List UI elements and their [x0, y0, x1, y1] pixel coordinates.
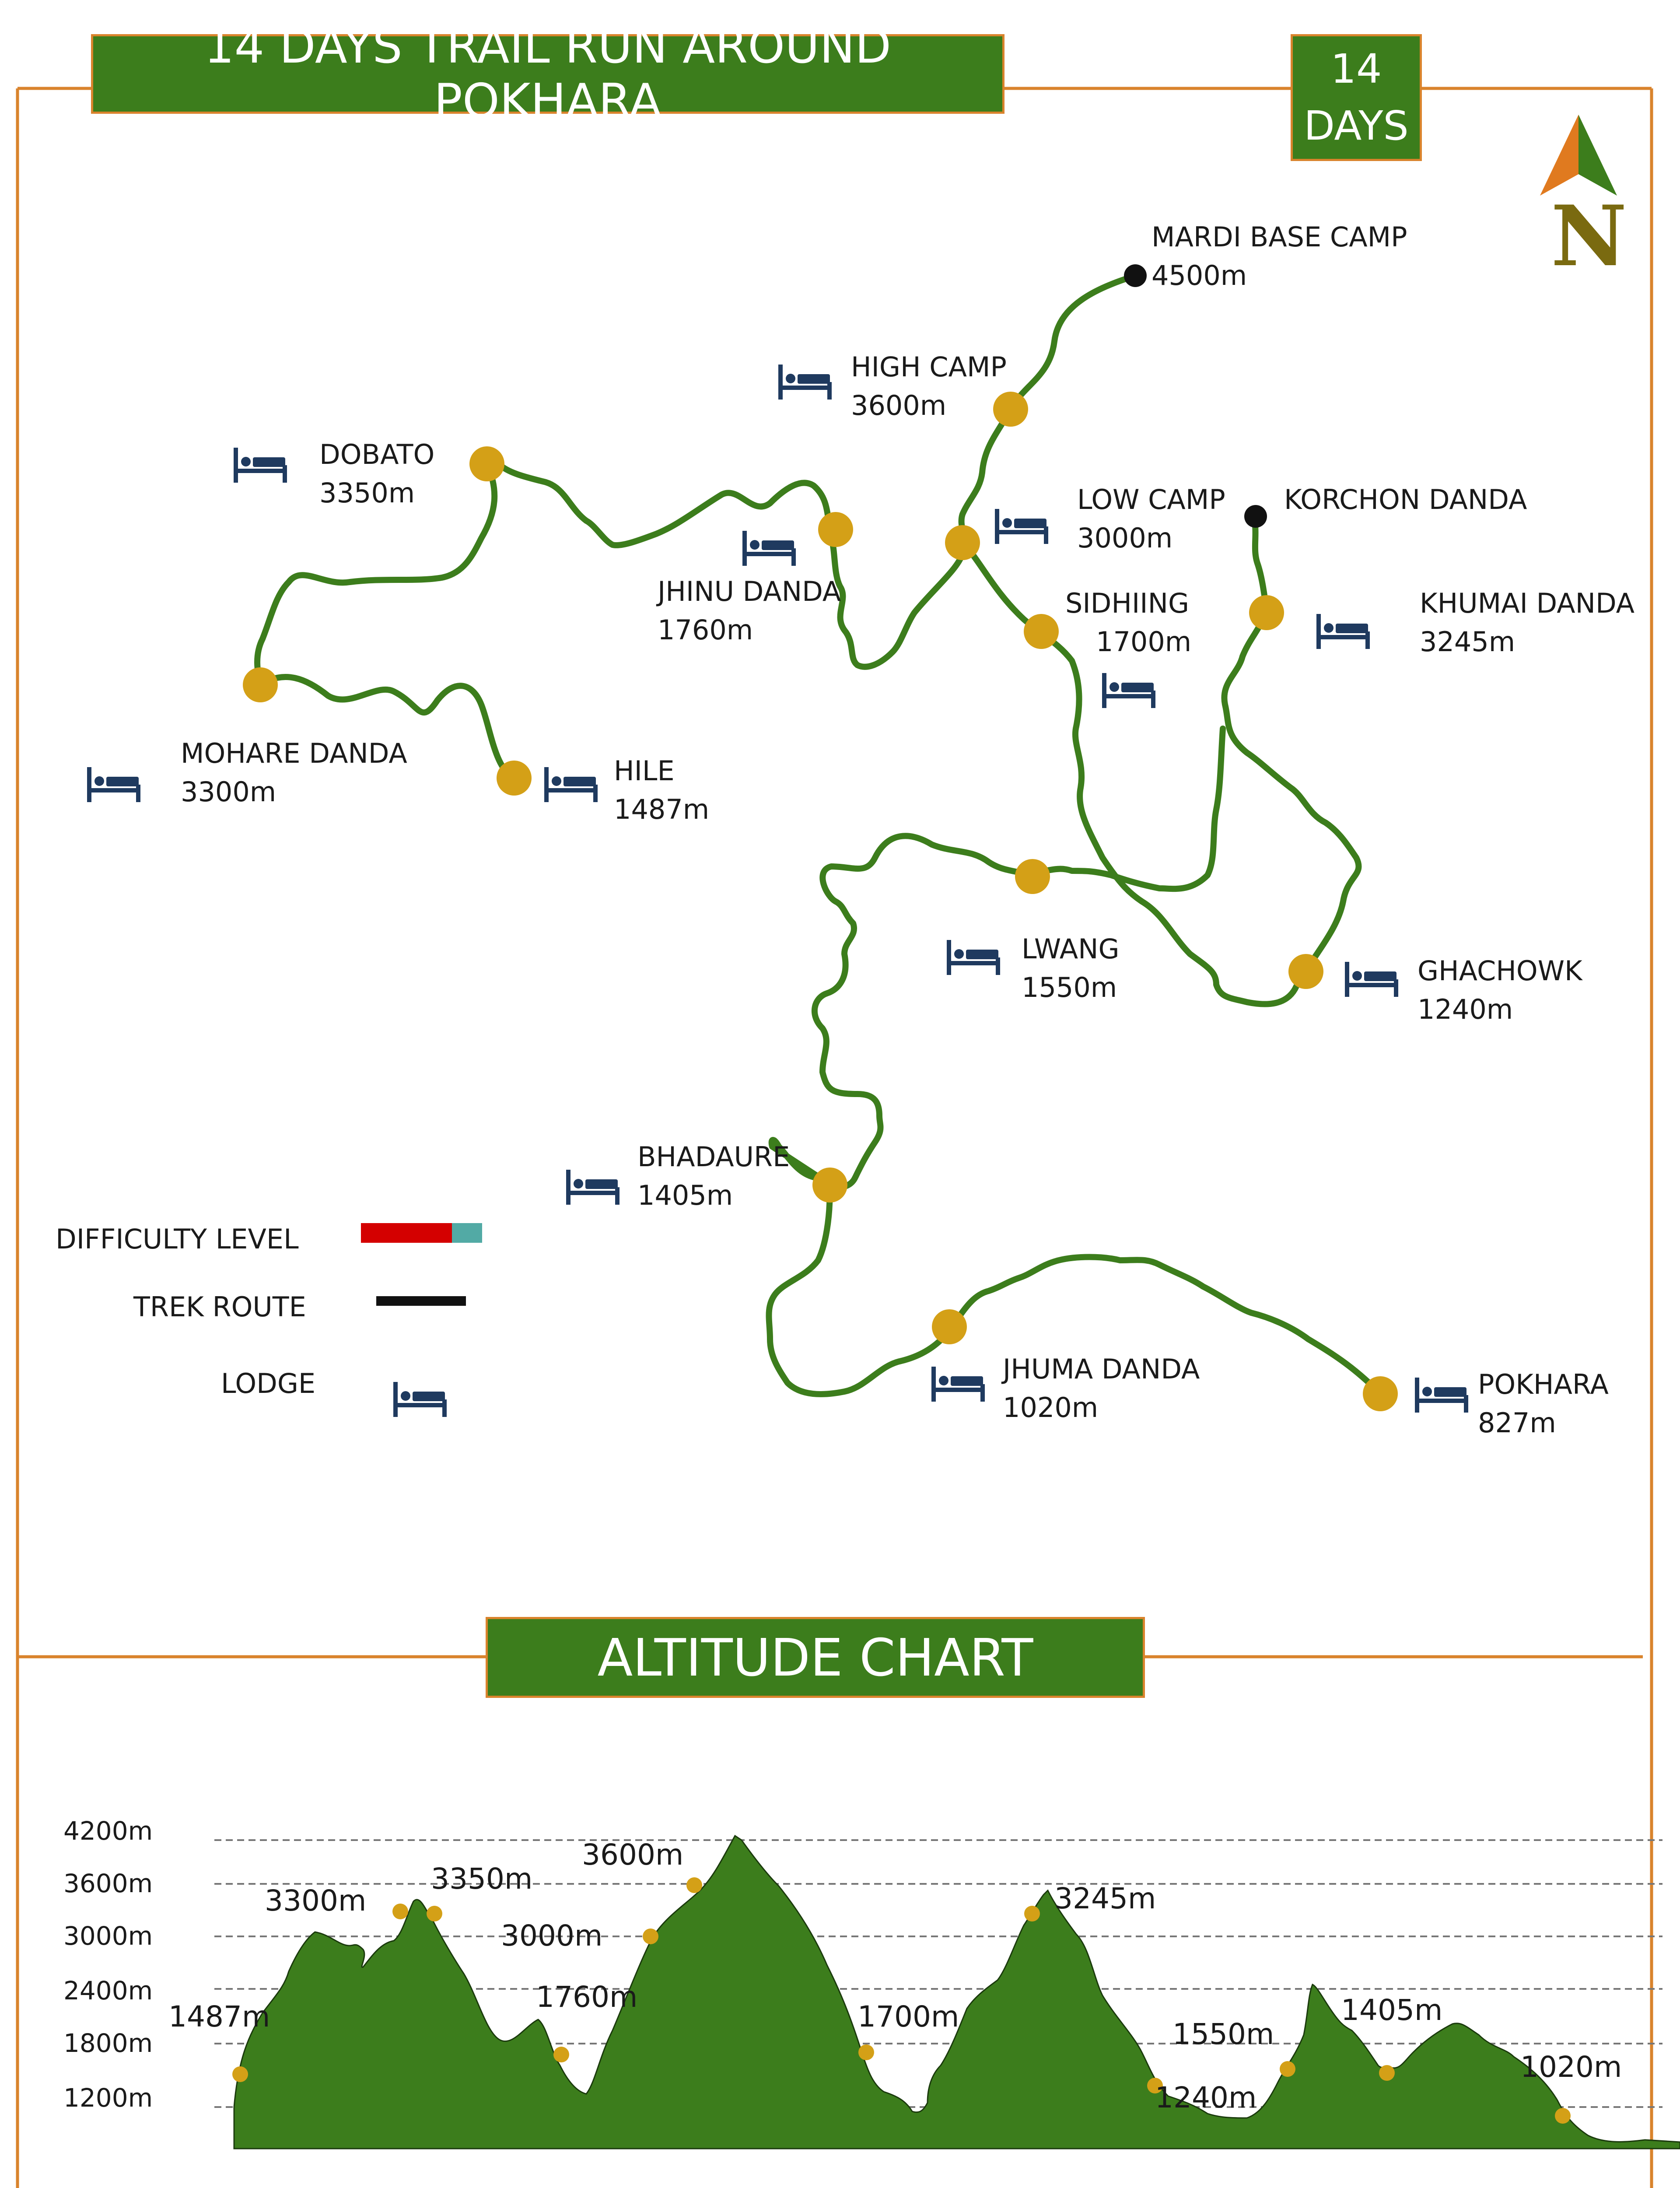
location-label: JHINU DANDA 1760m [658, 575, 841, 646]
trek-route-legend-line [376, 1296, 466, 1306]
bed-icon [930, 1363, 987, 1403]
bed-icon [1413, 1374, 1470, 1413]
altitude-label: 3350m [431, 1862, 533, 1896]
altitude-label: 1020m [1520, 2050, 1622, 2084]
bed-icon [232, 444, 289, 484]
difficulty-bar-teal [452, 1223, 482, 1243]
altitude-label: 1487m [168, 2000, 270, 2034]
bed-icon [1100, 670, 1157, 709]
location-label: HIGH CAMP 3600m [851, 351, 1007, 421]
y-tick-label: 4200m [63, 1816, 153, 1846]
jhuma-danda-marker [932, 1309, 967, 1344]
location-label: POKHARA 827m [1478, 1368, 1609, 1439]
location-label: JHUMA DANDA 1020m [1003, 1353, 1200, 1424]
altitude-label: 1240m [1155, 2081, 1257, 2114]
mardi-base-camp-marker [1124, 264, 1147, 287]
altitude-label: 1405m [1341, 1993, 1443, 2027]
days-badge [1291, 34, 1422, 161]
north-arrow-icon [1540, 115, 1617, 196]
altitude-label: 3300m [265, 1884, 367, 1918]
jhinu-danda-marker [818, 512, 853, 547]
y-tick-label: 2400m [63, 1976, 153, 2006]
bed-icon [392, 1378, 448, 1418]
lwang-marker [1015, 859, 1050, 894]
location-label: DOBATO 3350m [319, 438, 435, 509]
y-tick-label: 3600m [63, 1869, 153, 1898]
altitude-label: 1760m [536, 1980, 638, 2014]
location-label: HILE 1487m [614, 755, 710, 825]
location-label: LOW CAMP 3000m [1077, 484, 1225, 554]
sidhiing-marker [1024, 614, 1059, 649]
days-number: 14 [1330, 46, 1382, 92]
bed-icon [777, 361, 833, 400]
bed-icon [945, 936, 1002, 976]
altitude-chart-title: ALTITUDE CHART [486, 1617, 1145, 1698]
legend-trek-route-label: TREK ROUTE [133, 1291, 306, 1323]
compass-north-letter: N [1551, 187, 1627, 285]
location-label: MOHARE DANDA 3300m [181, 737, 407, 808]
ghachowk-marker [1288, 954, 1323, 989]
altitude-label: 3245m [1054, 1882, 1156, 1915]
altitude-label: 1700m [858, 2000, 959, 2034]
bed-icon [741, 527, 798, 567]
legend-lodge-label: LODGE [221, 1368, 316, 1399]
bhadaure-marker [812, 1168, 847, 1203]
page-title: 14 DAYS TRAIL RUN AROUND POKHARA [91, 34, 1004, 114]
pokhara-marker [1363, 1376, 1398, 1411]
location-label: GHACHOWK 1240m [1418, 955, 1582, 1025]
y-tick-label: 3000m [63, 1921, 153, 1951]
korchon-danda-marker [1244, 505, 1267, 528]
location-label: KHUMAI DANDA 3245m [1420, 587, 1635, 658]
difficulty-bar-red [361, 1223, 452, 1243]
khumai-danda-marker [1249, 595, 1284, 630]
location-label: KORCHON DANDA [1284, 484, 1527, 515]
bed-icon [85, 764, 142, 803]
legend-difficulty-label: DIFFICULTY LEVEL [56, 1223, 299, 1255]
y-tick-label: 1800m [63, 2028, 153, 2058]
y-tick-label: 1200m [63, 2083, 153, 2113]
low-camp-marker [945, 525, 980, 560]
dobato-marker [469, 446, 504, 481]
location-label: LWANG 1550m [1022, 933, 1120, 1003]
bed-icon [564, 1166, 621, 1206]
altitude-label: 3000m [501, 1919, 603, 1953]
location-label: BHADAURE 1405m [637, 1141, 790, 1211]
days-label: DAYS [1304, 102, 1409, 149]
location-label: SIDHIING 1700m [1065, 587, 1192, 658]
bed-icon [542, 764, 599, 803]
location-label: MARDI BASE CAMP 4500m [1152, 221, 1407, 291]
bed-icon [993, 505, 1050, 545]
altitude-label: 3600m [582, 1838, 684, 1872]
page-frame [18, 88, 1652, 2188]
bed-icon [1315, 610, 1372, 650]
mohare-danda-marker [243, 667, 278, 702]
hile-marker [497, 761, 532, 796]
bed-icon [1343, 958, 1400, 998]
altitude-label: 1550m [1172, 2017, 1274, 2051]
